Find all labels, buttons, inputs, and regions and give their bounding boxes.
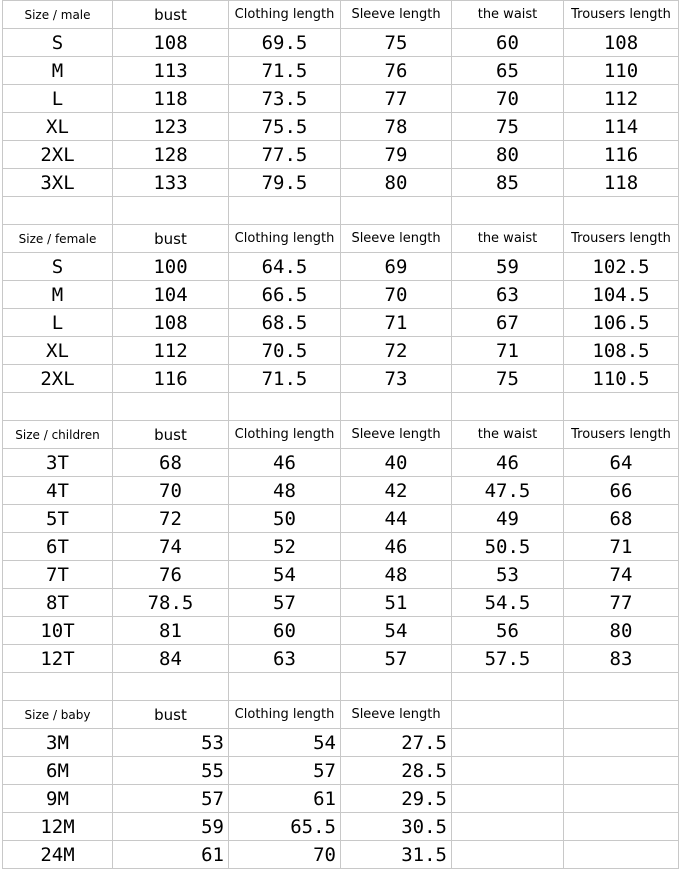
measurement-cell: 65.5 [229, 813, 341, 841]
measurement-cell: 110.5 [564, 365, 679, 393]
measurement-cell: 54.5 [452, 589, 564, 617]
table-row [3, 253, 679, 281]
measurement-cell: 78 [341, 113, 452, 141]
table-row [3, 169, 679, 197]
blank-cell [452, 393, 564, 421]
measurement-cell: 73 [341, 365, 452, 393]
measurement-cell: 110 [564, 57, 679, 85]
measurement-cell: 54 [229, 561, 341, 589]
measurement-cell: 74 [113, 533, 229, 561]
column-header: Sleeve length [341, 1, 452, 29]
measurement-cell: 100 [113, 253, 229, 281]
table-row [3, 477, 679, 505]
column-header: Clothing length [229, 225, 341, 253]
measurement-cell: 28.5 [341, 757, 452, 785]
column-header: Trousers length [564, 225, 679, 253]
size-cell: 3XL [3, 169, 113, 197]
measurement-cell: 48 [341, 561, 452, 589]
measurement-cell: 63 [229, 645, 341, 673]
measurement-cell: 76 [113, 561, 229, 589]
empty-cell [452, 813, 564, 841]
measurement-cell: 80 [564, 617, 679, 645]
size-chart-sheet [2, 0, 679, 869]
blank-cell [113, 393, 229, 421]
measurement-cell: 123 [113, 113, 229, 141]
blank-row [3, 197, 679, 225]
blank-cell [341, 393, 452, 421]
empty-cell [564, 757, 679, 785]
column-header: bust [113, 225, 229, 253]
blank-row [3, 673, 679, 701]
blank-cell [452, 673, 564, 701]
measurement-cell: 83 [564, 645, 679, 673]
table-row [3, 645, 679, 673]
empty-cell [564, 813, 679, 841]
column-header: bust [113, 1, 229, 29]
measurement-cell: 57 [229, 757, 341, 785]
measurement-cell: 44 [341, 505, 452, 533]
empty-cell [564, 785, 679, 813]
blank-cell [229, 197, 341, 225]
size-cell: S [3, 253, 113, 281]
measurement-cell: 68.5 [229, 309, 341, 337]
measurement-cell: 81 [113, 617, 229, 645]
blank-cell [564, 673, 679, 701]
empty-cell [564, 729, 679, 757]
size-cell: 12T [3, 645, 113, 673]
blank-cell [564, 393, 679, 421]
measurement-cell: 52 [229, 533, 341, 561]
table-row [3, 561, 679, 589]
measurement-cell: 29.5 [341, 785, 452, 813]
measurement-cell: 40 [341, 449, 452, 477]
measurement-cell: 68 [113, 449, 229, 477]
male-size-label: Size / male [3, 1, 113, 29]
empty-cell [564, 841, 679, 869]
measurement-cell: 53 [113, 729, 229, 757]
measurement-cell: 108 [113, 29, 229, 57]
measurement-cell: 47.5 [452, 477, 564, 505]
table-row [3, 785, 679, 813]
measurement-cell: 113 [113, 57, 229, 85]
measurement-cell: 79.5 [229, 169, 341, 197]
blank-cell [113, 673, 229, 701]
measurement-cell: 75 [452, 365, 564, 393]
measurement-cell: 104 [113, 281, 229, 309]
measurement-cell: 72 [113, 505, 229, 533]
measurement-cell: 112 [113, 337, 229, 365]
blank-cell [229, 393, 341, 421]
size-cell: L [3, 85, 113, 113]
measurement-cell: 73.5 [229, 85, 341, 113]
measurement-cell: 55 [113, 757, 229, 785]
size-cell: 3M [3, 729, 113, 757]
blank-cell [3, 393, 113, 421]
measurement-cell: 102.5 [564, 253, 679, 281]
measurement-cell: 54 [229, 729, 341, 757]
measurement-cell: 60 [229, 617, 341, 645]
measurement-cell: 80 [341, 169, 452, 197]
empty-cell [452, 841, 564, 869]
measurement-cell: 118 [113, 85, 229, 113]
measurement-cell: 108.5 [564, 337, 679, 365]
measurement-cell: 69.5 [229, 29, 341, 57]
empty-cell [452, 757, 564, 785]
size-cell: 5T [3, 505, 113, 533]
measurement-cell: 63 [452, 281, 564, 309]
children-header-row [3, 421, 679, 449]
empty-cell [452, 729, 564, 757]
male-header-row [3, 1, 679, 29]
measurement-cell: 78.5 [113, 589, 229, 617]
measurement-cell: 27.5 [341, 729, 452, 757]
table-row [3, 757, 679, 785]
empty-cell [452, 701, 564, 729]
size-cell: 4T [3, 477, 113, 505]
measurement-cell: 59 [113, 813, 229, 841]
measurement-cell: 48 [229, 477, 341, 505]
size-cell: M [3, 57, 113, 85]
blank-row [3, 393, 679, 421]
measurement-cell: 69 [341, 253, 452, 281]
blank-cell [341, 197, 452, 225]
measurement-cell: 57 [113, 785, 229, 813]
column-header: bust [113, 421, 229, 449]
measurement-cell: 77 [564, 589, 679, 617]
size-cell: 10T [3, 617, 113, 645]
measurement-cell: 85 [452, 169, 564, 197]
table-row [3, 337, 679, 365]
measurement-cell: 70.5 [229, 337, 341, 365]
measurement-cell: 64 [564, 449, 679, 477]
female-header-row [3, 225, 679, 253]
table-row [3, 449, 679, 477]
measurement-cell: 128 [113, 141, 229, 169]
measurement-cell: 42 [341, 477, 452, 505]
table-row [3, 85, 679, 113]
measurement-cell: 68 [564, 505, 679, 533]
size-cell: 12M [3, 813, 113, 841]
measurement-cell: 76 [341, 57, 452, 85]
measurement-cell: 75 [341, 29, 452, 57]
blank-cell [3, 673, 113, 701]
table-row [3, 617, 679, 645]
measurement-cell: 71 [564, 533, 679, 561]
measurement-cell: 71 [341, 309, 452, 337]
measurement-cell: 71.5 [229, 365, 341, 393]
measurement-cell: 57.5 [452, 645, 564, 673]
children-size-label: Size / children [3, 421, 113, 449]
measurement-cell: 79 [341, 141, 452, 169]
measurement-cell: 30.5 [341, 813, 452, 841]
table-row [3, 841, 679, 869]
measurement-cell: 70 [452, 85, 564, 113]
size-cell: 2XL [3, 365, 113, 393]
measurement-cell: 53 [452, 561, 564, 589]
measurement-cell: 71.5 [229, 57, 341, 85]
measurement-cell: 112 [564, 85, 679, 113]
measurement-cell: 106.5 [564, 309, 679, 337]
measurement-cell: 84 [113, 645, 229, 673]
female-size-label: Size / female [3, 225, 113, 253]
measurement-cell: 133 [113, 169, 229, 197]
column-header: the waist [452, 225, 564, 253]
size-cell: 3T [3, 449, 113, 477]
table-row [3, 813, 679, 841]
measurement-cell: 74 [564, 561, 679, 589]
column-header: Sleeve length [341, 421, 452, 449]
size-cell: XL [3, 113, 113, 141]
size-cell: L [3, 309, 113, 337]
size-cell: S [3, 29, 113, 57]
measurement-cell: 66.5 [229, 281, 341, 309]
table-row [3, 309, 679, 337]
column-header: the waist [452, 1, 564, 29]
measurement-cell: 46 [452, 449, 564, 477]
measurement-cell: 56 [452, 617, 564, 645]
blank-cell [341, 673, 452, 701]
table-row [3, 729, 679, 757]
table-row [3, 29, 679, 57]
column-header: bust [113, 701, 229, 729]
size-cell: 2XL [3, 141, 113, 169]
measurement-cell: 108 [113, 309, 229, 337]
blank-cell [452, 197, 564, 225]
measurement-cell: 104.5 [564, 281, 679, 309]
blank-cell [113, 197, 229, 225]
empty-cell [564, 701, 679, 729]
measurement-cell: 60 [452, 29, 564, 57]
column-header: Clothing length [229, 421, 341, 449]
table-row [3, 57, 679, 85]
blank-cell [229, 673, 341, 701]
measurement-cell: 70 [229, 841, 341, 869]
measurement-cell: 75.5 [229, 113, 341, 141]
column-header: Trousers length [564, 1, 679, 29]
measurement-cell: 70 [113, 477, 229, 505]
measurement-cell: 65 [452, 57, 564, 85]
baby-header-row [3, 701, 679, 729]
size-cell: M [3, 281, 113, 309]
column-header: the waist [452, 421, 564, 449]
measurement-cell: 118 [564, 169, 679, 197]
size-cell: 6M [3, 757, 113, 785]
measurement-cell: 108 [564, 29, 679, 57]
blank-cell [3, 197, 113, 225]
measurement-cell: 31.5 [341, 841, 452, 869]
measurement-cell: 59 [452, 253, 564, 281]
measurement-cell: 50.5 [452, 533, 564, 561]
measurement-cell: 46 [229, 449, 341, 477]
measurement-cell: 64.5 [229, 253, 341, 281]
table-row [3, 365, 679, 393]
measurement-cell: 57 [229, 589, 341, 617]
measurement-cell: 49 [452, 505, 564, 533]
size-cell: 9M [3, 785, 113, 813]
measurement-cell: 75 [452, 113, 564, 141]
table-row [3, 141, 679, 169]
measurement-cell: 77 [341, 85, 452, 113]
table-row [3, 505, 679, 533]
measurement-cell: 51 [341, 589, 452, 617]
measurement-cell: 77.5 [229, 141, 341, 169]
measurement-cell: 66 [564, 477, 679, 505]
size-cell: 24M [3, 841, 113, 869]
measurement-cell: 57 [341, 645, 452, 673]
column-header: Sleeve length [341, 701, 452, 729]
measurement-cell: 116 [564, 141, 679, 169]
measurement-cell: 80 [452, 141, 564, 169]
column-header: Trousers length [564, 421, 679, 449]
measurement-cell: 116 [113, 365, 229, 393]
blank-cell [564, 197, 679, 225]
size-cell: XL [3, 337, 113, 365]
size-cell: 6T [3, 533, 113, 561]
measurement-cell: 71 [452, 337, 564, 365]
size-cell: 8T [3, 589, 113, 617]
measurement-cell: 54 [341, 617, 452, 645]
measurement-cell: 67 [452, 309, 564, 337]
table-row [3, 281, 679, 309]
table-row [3, 113, 679, 141]
measurement-cell: 114 [564, 113, 679, 141]
table-row [3, 589, 679, 617]
measurement-cell: 46 [341, 533, 452, 561]
measurement-cell: 61 [113, 841, 229, 869]
column-header: Clothing length [229, 1, 341, 29]
column-header: Clothing length [229, 701, 341, 729]
table-row [3, 533, 679, 561]
size-cell: 7T [3, 561, 113, 589]
measurement-cell: 72 [341, 337, 452, 365]
baby-size-label: Size / baby [3, 701, 113, 729]
size-chart-body [3, 1, 679, 869]
measurement-cell: 61 [229, 785, 341, 813]
empty-cell [452, 785, 564, 813]
measurement-cell: 70 [341, 281, 452, 309]
column-header: Sleeve length [341, 225, 452, 253]
measurement-cell: 50 [229, 505, 341, 533]
